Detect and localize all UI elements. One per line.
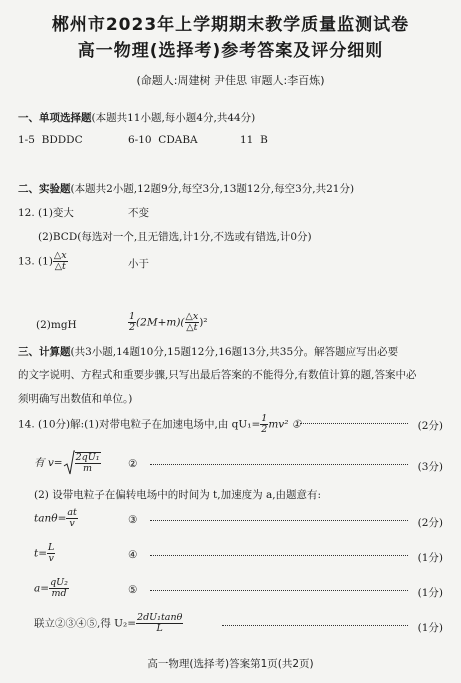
frac-denominator: v xyxy=(48,553,54,564)
expr-end: )² xyxy=(199,316,208,329)
expr-middle: (2M+m)( xyxy=(136,316,185,329)
title-line-1: 郴州市2023年上学期期末教学质量监测试卷 xyxy=(51,15,410,35)
frac-denominator: md xyxy=(51,588,67,599)
answer-range: 1-5 xyxy=(18,134,35,146)
a-fraction xyxy=(49,578,69,599)
q13-part2-expr xyxy=(128,312,208,333)
leader-dots xyxy=(150,553,408,556)
half-fraction xyxy=(128,312,136,333)
section3-heading-line2: 的文字说明、方程式和重要步骤,只写出最后答案的不能得分,有数值计算的题,答案中必 xyxy=(18,369,417,381)
final-fraction xyxy=(136,613,183,634)
q13-label: 13. (1) xyxy=(18,255,53,268)
v-label: 有 v= xyxy=(34,457,63,469)
frac-numerator: at xyxy=(67,507,77,518)
leader-dots xyxy=(150,588,408,591)
tan-label: tanθ= xyxy=(34,512,67,525)
v-fraction xyxy=(75,452,101,474)
answer-value: CDABA xyxy=(158,134,198,146)
q12-answer2: 不变 xyxy=(128,207,149,219)
tan-fraction xyxy=(66,508,77,529)
leader-dots xyxy=(150,518,408,521)
section3-heading-detail: (共3小题,14题10分,15题12分,16题13分,共35分。解答题应写出必要 xyxy=(70,346,399,358)
frac-denominator: △t xyxy=(54,261,66,272)
answer-group-2 xyxy=(128,134,198,146)
page-footer: 高一物理(选择考)答案第1页(共2页) xyxy=(147,658,314,670)
frac-numerator: △x xyxy=(185,311,199,322)
section1-heading-label: 一、单项选择题 xyxy=(18,112,92,124)
section2-heading-label: 二、实验题 xyxy=(18,183,71,195)
frac-numerator: L xyxy=(48,542,55,553)
q14-intro xyxy=(18,414,301,435)
section3-heading-line3: 须明确写出数值和单位。) xyxy=(18,393,133,405)
frac-denominator: L xyxy=(156,623,163,634)
answer-group-3 xyxy=(240,134,268,146)
score-3: (2分) xyxy=(417,517,443,529)
t-label: t= xyxy=(34,547,48,560)
a-label: a= xyxy=(34,582,50,595)
section3-heading-label: 三、计算题 xyxy=(18,346,71,358)
q13-part2-label: (2)mgH xyxy=(36,319,77,331)
q12-part2: (2)BCD(每选对一个,且无错选,计1分,不选或有错选,计0分) xyxy=(38,231,312,243)
frac-numerator: 2qU₁ xyxy=(75,452,100,463)
frac-denominator: 2 xyxy=(261,424,268,435)
frac-denominator: m xyxy=(83,463,93,474)
frac-numerator: △x xyxy=(53,250,67,261)
section1-heading xyxy=(18,110,255,125)
q13-part1 xyxy=(18,251,68,272)
answer-range: 11 xyxy=(240,134,254,146)
section2-heading-detail: (本题共2小题,12题9分,每空3分,13题12分,每空3分,共21分) xyxy=(70,183,355,195)
section3-heading-line1 xyxy=(18,344,398,359)
answer-group-1 xyxy=(18,134,83,146)
section2-heading xyxy=(18,181,354,196)
score-5: (1分) xyxy=(417,587,443,599)
frac-numerator: 1 xyxy=(129,311,136,322)
q14-part2: (2) 设带电粒子在偏转电场中的时间为 t,加速度为 a,由题意有: xyxy=(34,489,322,501)
q14-intro-text: 14. (10分)解:(1)对带电粒子在加速电场中,由 qU₁= xyxy=(18,418,261,431)
score-6: (1分) xyxy=(417,622,443,634)
final-equation xyxy=(34,613,183,634)
title-line-2: 高一物理(选择考)参考答案及评分细则 xyxy=(77,41,384,61)
frac-denominator: v xyxy=(69,518,75,529)
sqrt-icon xyxy=(63,450,75,476)
answer-range: 6-10 xyxy=(128,134,152,146)
frac-denominator: 2 xyxy=(129,322,136,333)
dx-dt-fraction xyxy=(185,312,200,333)
eq-marker-3: ③ xyxy=(128,514,138,526)
q14-intro-end: mv² ① xyxy=(268,418,302,431)
leader-dots xyxy=(300,421,408,424)
eq-marker-4: ④ xyxy=(128,549,138,561)
q13-fraction xyxy=(53,251,68,272)
score-1: (2分) xyxy=(417,420,443,432)
leader-dots xyxy=(222,623,408,626)
frac-numerator: 1 xyxy=(261,413,268,424)
q13-answer1: 小于 xyxy=(128,258,149,270)
eq-marker-5: ⑤ xyxy=(128,584,138,596)
section1-heading-detail: (本题共11小题,每小题4分,共44分) xyxy=(91,112,256,124)
eq-marker-2: ② xyxy=(128,458,138,470)
score-4: (1分) xyxy=(417,552,443,564)
authors-line: (命题人:周建树 尹佳思 审题人:李百炼) xyxy=(136,74,325,87)
frac-denominator: △t xyxy=(186,322,198,333)
score-2: (3分) xyxy=(417,461,443,473)
tan-equation xyxy=(34,508,78,529)
q12-part1: 12. (1)变大 xyxy=(18,207,74,219)
leader-dots xyxy=(150,462,408,465)
frac-numerator: qU₂ xyxy=(50,577,68,588)
frac-numerator: 2dU₁tanθ xyxy=(137,612,183,623)
final-label: 联立②③④⑤,得 U₂= xyxy=(34,617,137,630)
v-equation xyxy=(34,450,101,476)
t-fraction xyxy=(47,543,55,564)
answer-value: BDDDC xyxy=(41,134,83,146)
t-equation xyxy=(34,543,55,564)
a-equation xyxy=(34,578,69,599)
answer-value: B xyxy=(260,134,268,146)
